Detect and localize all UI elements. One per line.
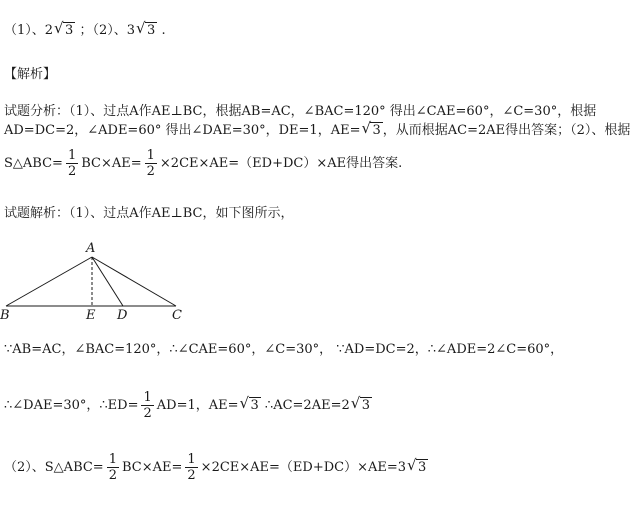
analysis-line-1: 试题分析：（1）、过点A作AE⊥BC，根据AB=AC，∠BAC=120° 得出∠CAE=60°，∠C=30°，根据 — [4, 104, 597, 119]
segment-AB — [6, 257, 92, 306]
answer-end: . — [161, 23, 166, 38]
fraction: $\frac{1}{2}$ — [146, 148, 155, 179]
answer-line — [4, 22, 166, 40]
analysis-line-3: S△ABC= $\frac{1}{2}$ BC×AE= $\frac{1}{2}$ ×2CE×AE=（ED+DC）×AE得出答案. — [4, 148, 403, 179]
answer-part2-text: ；（2）、3 — [79, 23, 136, 38]
solution-part-2: （2）、S△ABC= $\frac{1}{2}$ BC×AE= $\frac{1}{2}$ ×2CE×AE=（ED+DC）×AE=3√ 3 — [4, 452, 428, 483]
label-E: E — [86, 308, 96, 323]
fraction: $\frac{1}{2}$ — [108, 452, 117, 483]
segment-AD — [92, 257, 123, 306]
solution-intro: 试题解析：（1）、过点A作AE⊥BC，如下图所示， — [4, 206, 294, 221]
sqrt-symbol: √ 3 — [407, 459, 428, 477]
label-B: B — [0, 308, 10, 323]
solution-step-2: ∴∠DAE=30°，∴ED= $\frac{1}{2}$ AD=1，AE=√ 3 ∴AC=2AE=2√ 3 — [4, 390, 372, 421]
label-A: A — [86, 241, 96, 256]
label-D: D — [117, 308, 128, 323]
sqrt-symbol: √ 3 — [351, 397, 372, 415]
sqrt-symbol: √ 3 — [240, 397, 261, 415]
answer-part1-text: （1）、2 — [4, 23, 54, 38]
label-C: C — [172, 308, 182, 323]
solution-step-1: ∵AB=AC，∠BAC=120°，∴∠CAE=60°，∠C=30°， ∵AD=DC=2，∴∠ADE=2∠C=60°， — [4, 342, 564, 357]
segment-AC — [92, 257, 176, 306]
sqrt-symbol: √ 3 — [361, 122, 382, 140]
analysis-line-2: AD=DC=2，∠ADE=60° 得出∠DAE=30°，DE=1，AE=√ 3 ，从而根据AC=2AE得出答案；（2）、根据 — [4, 122, 630, 140]
triangle-figure — [0, 240, 200, 330]
fraction: $\frac{1}{2}$ — [143, 390, 152, 421]
sqrt-symbol: √ 3 — [136, 22, 157, 40]
sqrt-symbol: √ 3 — [54, 22, 75, 40]
analysis-heading: 【解析】 — [4, 67, 57, 82]
fraction: $\frac{1}{2}$ — [67, 148, 77, 179]
fraction: $\frac{1}{2}$ — [187, 452, 196, 483]
